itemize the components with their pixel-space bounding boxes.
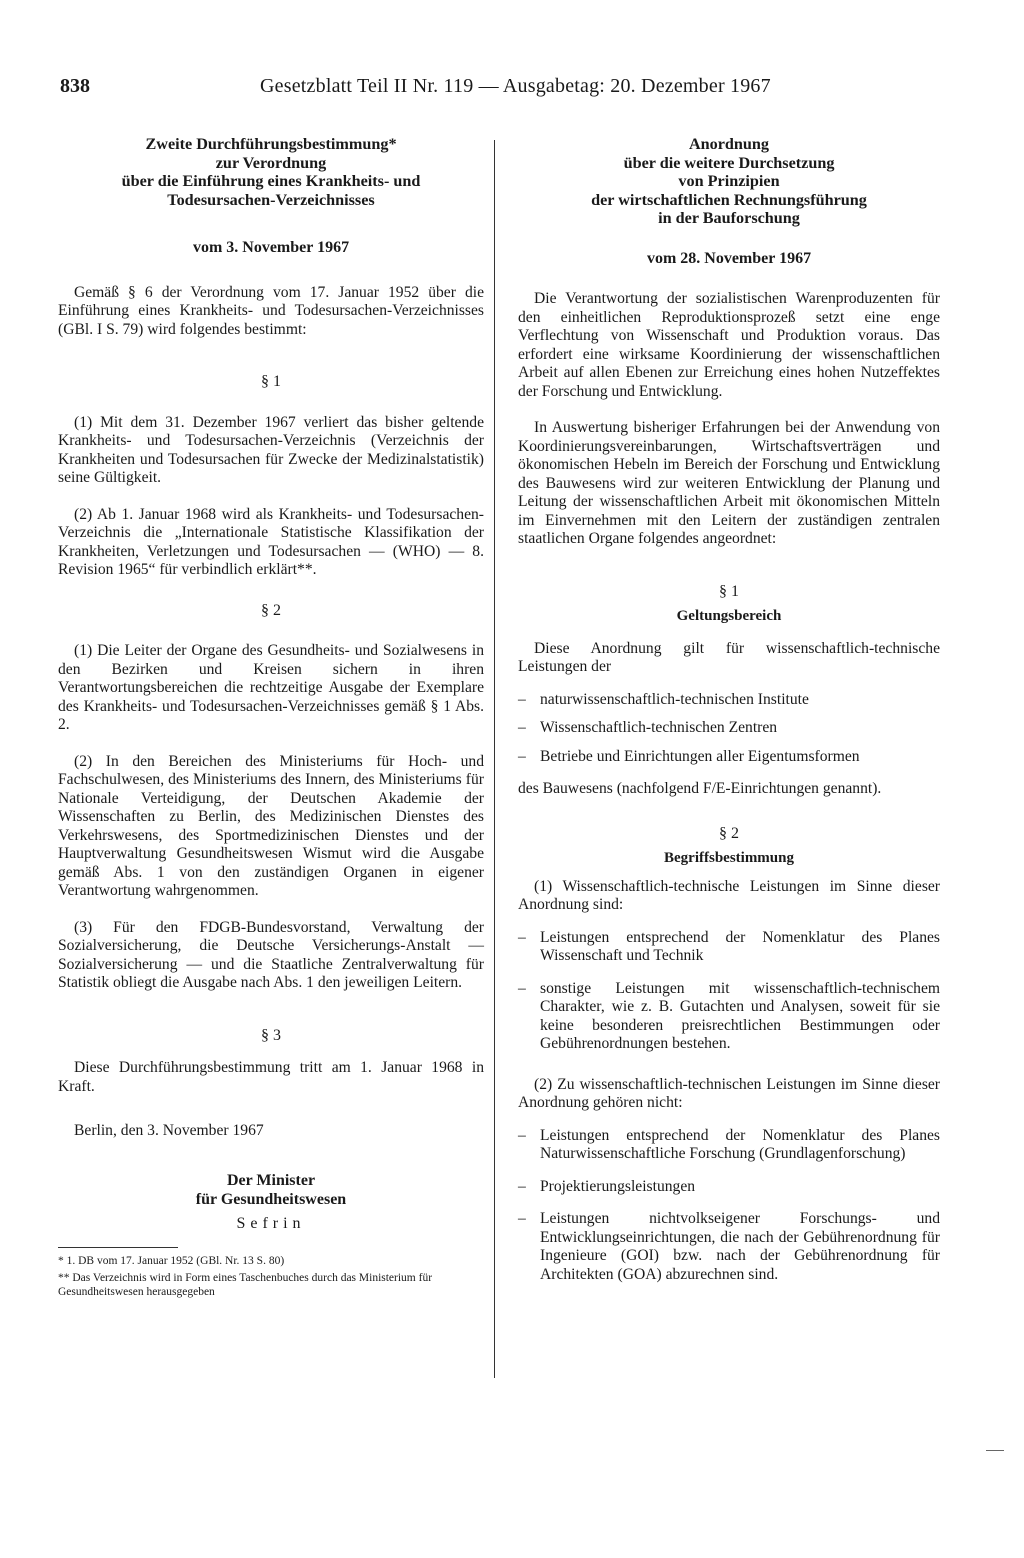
left-section-3-heading: § 3 — [261, 1026, 281, 1044]
dash-marker: – — [518, 1210, 526, 1227]
left-title-line: über die Einführung eines Krankheits- und — [121, 172, 421, 190]
signature-title-line: für Gesundheitswesen — [195, 1190, 347, 1208]
dash-marker: – — [518, 719, 526, 736]
left-column — [58, 135, 484, 1299]
footnote-2: ** Das Verzeichnis wird in Form eines Taschenbuches durch das Ministerium für Gesundheitswesen herausgegeben — [58, 1272, 433, 1298]
column-divider — [494, 140, 495, 1378]
page-header — [0, 68, 1024, 108]
left-s2-paragraph-3: (3) Für den FDGB-Bundesvorstand, Verwaltung der Sozialversicherung, die Deutsche Versicherungs-Anstalt — Sozialversicherung — und die Staatliche Zentralverwaltung für Statistik obliegt die Ausgabe nach Abs. 1 den jeweiligen Leitern. — [58, 918, 484, 991]
left-s1-paragraph-2: (2) Ab 1. Januar 1968 wird als Krankheits- und Todesursachen-Verzeichnis die „Internationale Statistische Klassifikation der Krankheiten, Verletzungen und Todesursachen — (WHO) — 8. Revision 1965“ für verbindlich erklärt**. — [58, 505, 484, 578]
left-intro-paragraph: Gemäß § 6 der Verordnung vom 17. Januar 1952 über die Einführung eines Krankheits- und Todesursachen-Verzeichnisses (GBl. I S. 79) wird folgendes bestimmt: — [58, 283, 484, 338]
left-place-date: Berlin, den 3. November 1967 — [74, 1122, 264, 1139]
right-s2-paragraph-1: (1) Wissenschaftlich-technische Leistungen im Sinne dieser Anordnung sind: — [518, 877, 940, 913]
page-number: 838 — [60, 75, 90, 97]
right-document-title — [518, 135, 940, 228]
footnote-rule — [58, 1247, 178, 1248]
left-s3-paragraph-1: Diese Durchführungsbestimmung tritt am 1. Januar 1968 in Kraft. — [58, 1059, 484, 1095]
list-item — [518, 929, 940, 966]
list-item-text: Leistungen entsprechend der Nomenklatur des Planes Naturwissenschaftliche Forschung (Grundlagenforschung) — [540, 1126, 940, 1162]
dash-marker: – — [518, 979, 526, 997]
list-item-text: Leistungen entsprechend der Nomenklatur des Planes Wissenschaft und Technik — [540, 928, 940, 964]
list-item-text: Leistungen nichtvolkseigener Forschungs- und Entwicklungseinrichtungen, die nach der Gebührenordnung für Ingenieure (GOI) bzw. nach der Gebührenordnung für Architekten (GOA) abzurechnen sind. — [540, 1210, 940, 1283]
left-s1-paragraph-1: (1) Mit dem 31. Dezember 1967 verliert das bisher geltende Krankheits- und Todesursachen-Verzeichnis (Verzeichnis der Krankheiten und Todesursachen für Zwecke der Medizinalstatistik) seine Gültigkeit. — [58, 413, 484, 486]
left-title-line: Zweite Durchführungsbestimmung* — [145, 135, 397, 153]
list-item — [518, 691, 940, 710]
dash-marker: – — [518, 928, 526, 946]
publication-title: Gesetzblatt Teil II Nr. 119 — Ausgabetag: 20. Dezember 1967 — [260, 75, 771, 97]
list-item — [518, 1210, 940, 1284]
list-item — [518, 1178, 940, 1197]
left-title-line: zur Verordnung — [215, 153, 327, 172]
right-title-line: über die weitere Durchsetzung — [623, 153, 835, 172]
left-title-line: Todesursachen-Verzeichnisses — [167, 190, 375, 209]
list-item-text: Projektierungsleistungen — [540, 1177, 696, 1195]
left-document-date: vom 3. November 1967 — [192, 239, 350, 256]
right-title-line: Anordnung — [688, 135, 770, 153]
footnote-1: * 1. DB vom 17. Januar 1952 (GBl. Nr. 13 S. 80) — [58, 1255, 285, 1267]
right-intro-paragraph-2: In Auswertung bisheriger Erfahrungen bei der Anwendung von Koordinierungsvereinbarungen, Wirtschaftsverträgen und ökonomischen Hebeln im Bereich der Forschung und Entwicklung des Bauwesens wird zur weiteren Entwicklung der Planung und Leitung der wissenschaftlichen Arbeit mit ökonomischen Mitteln im Einvernehmen mit den Leitern der zuständigen zentralen staatlichen Organe folgendes angeordnet: — [518, 419, 940, 547]
right-intro-paragraph-1: Die Verantwortung der sozialistischen Warenproduzenten für den einheitlichen Reproduktionsprozeß setzt eine enge Verflechtung von Wissenschaft und Produktion voraus. Das erfordert eine wirksame Koordinierung der wissenschaftlichen Arbeit auf allen Ebenen zur Erreichung eines hohen Nutzeffektes der Forschung und Entwicklung. — [518, 290, 940, 400]
dash-marker: – — [518, 1177, 526, 1195]
list-item-text: sonstige Leistungen mit wissenschaftlich-technischem Charakter, wie z. B. Gutachten und Analysen, soweit für sie keine besonderen preisrechtlichen Bestimmungen oder Gebührenordnungen bestehen. — [540, 979, 940, 1052]
left-section-2-heading: § 2 — [261, 601, 281, 619]
right-section-2-title: Begriffsbestimmung — [664, 850, 794, 866]
list-item-text: naturwissenschaftlich-technischen Institute — [540, 690, 809, 708]
right-title-line: der wirtschaftlichen Rechnungsführung — [591, 190, 867, 209]
list-item-text: Betriebe und Einrichtungen aller Eigentumsformen — [540, 747, 860, 765]
right-section-1-heading: § 1 — [719, 582, 739, 600]
signature-block — [58, 1171, 484, 1209]
list-item — [518, 1127, 940, 1164]
left-s2-paragraph-1: (1) Die Leiter der Organe des Gesundheits- und Sozialwesens in den Bezirken und Kreisen sichern in ihren Verantwortungsbereichen die rechtzeitige Ausgabe der Exemplare des Krankheits- und Todesursachen-Verzeichnisses gemäß § 1 Abs. 2. — [58, 642, 484, 733]
right-section-1-title: Geltungsbereich — [676, 608, 782, 624]
right-s2-paragraph-2: (2) Zu wissenschaftlich-technischen Leistungen im Sinne dieser Anordnung gehören nicht: — [518, 1075, 940, 1111]
signer-name: Sefrin — [236, 1214, 306, 1232]
left-section-1-heading: § 1 — [261, 373, 281, 390]
list-item — [518, 748, 940, 767]
right-title-line: in der Bauforschung — [658, 209, 800, 227]
dash-marker: – — [518, 690, 526, 708]
margin-mark — [986, 1450, 1004, 1451]
list-item — [518, 719, 940, 738]
left-s2-paragraph-2: (2) In den Bereichen des Ministeriums für Hoch- und Fachschulwesen, des Ministeriums des Innern, des Ministeriums für Nationale Verteidigung, der Deutschen Akademie der Wissenschaften zu Berlin, des Medizinischen Dienstes des Verkehrswesens, des Sportmedizinischen Dienstes und der Hauptverwaltung Gesundheitswesen Wismut wird die Ausgabe gemäß Abs. 1 von den zuständigen Organen in eigener Verantwortung wahrgenommen. — [58, 752, 484, 899]
left-document-title — [58, 135, 484, 209]
right-section-2-heading: § 2 — [719, 824, 739, 842]
dash-marker: – — [518, 747, 526, 765]
right-document-date: vom 28. November 1967 — [646, 249, 812, 267]
signature-title-line: Der Minister — [226, 1171, 316, 1189]
right-s1-lead: Diese Anordnung gilt für wissenschaftlich-technische Leistungen der — [518, 639, 940, 675]
list-item — [518, 980, 940, 1054]
right-title-line: von Prinzipien — [678, 172, 780, 190]
list-item-text: Wissenschaftlich-technischen Zentren — [540, 719, 778, 736]
right-column — [518, 135, 940, 1284]
right-s1-tail: des Bauwesens (nachfolgend F/E-Einrichtungen genannt). — [518, 780, 882, 797]
dash-marker: – — [518, 1126, 526, 1144]
